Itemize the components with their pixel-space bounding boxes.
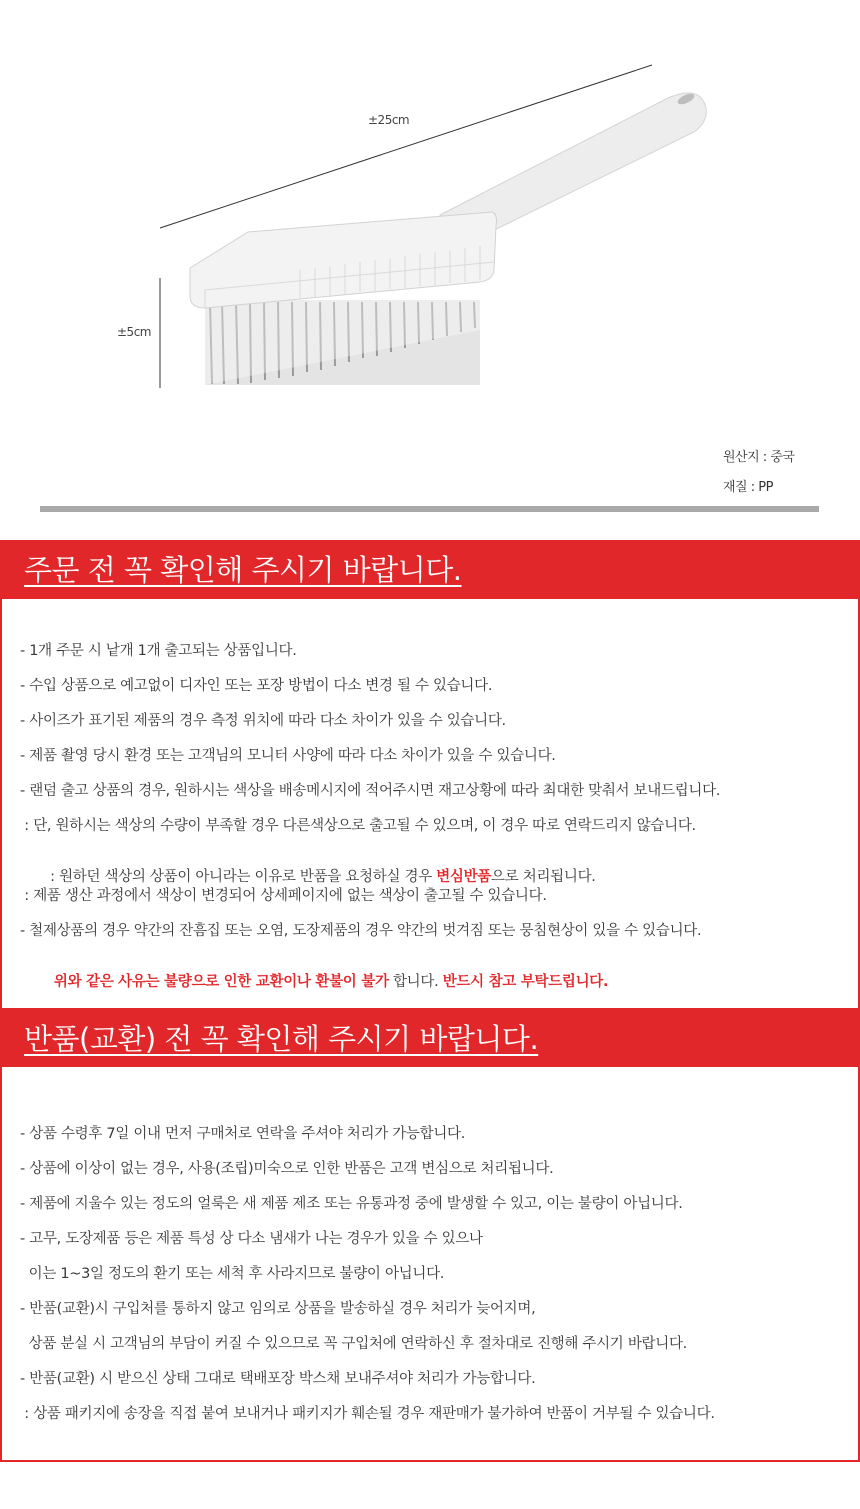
- list-item: : 상품 패키지에 송장을 직접 붙여 보내거나 패키지가 훼손될 경우 재판매가 불가하여 반품이 거부될 수 있습니다.: [20, 1406, 715, 1422]
- list-item: - 상품에 이상이 없는 경우, 사용(조립)미숙으로 인한 반품은 고객 변심으로 처리됩니다.: [20, 1161, 554, 1177]
- change-of-mind-return-text: 변심반품: [436, 869, 492, 885]
- list-item: - 철제상품의 경우 약간의 잔흠집 또는 오염, 도장제품의 경우 약간의 벗겨짐 또는 뭉침현상이 있을 수 있습니다.: [20, 923, 702, 939]
- brush-bristles: [205, 300, 480, 385]
- brush-head: [190, 212, 497, 308]
- list-item: - 수입 상품으로 예고없이 디자인 또는 포장 방법이 다소 변경 될 수 있습니다.: [20, 678, 493, 694]
- list-item: - 사이즈가 표기된 제품의 경우 측정 위치에 따라 다소 차이가 있을 수 있습니다.: [20, 713, 506, 729]
- order-notice-box: [0, 540, 860, 1010]
- list-item: 이는 1~3일 정도의 환기 또는 세척 후 사라지므로 불량이 아닙니다.: [20, 1266, 445, 1282]
- list-item: - 상품 수령후 7일 이내 먼저 구매처로 연락을 주셔야 처리가 가능합니다.: [20, 1126, 466, 1142]
- list-item: : 제품 생산 과정에서 색상이 변경되어 상세페이지에 없는 색상이 출고될 수 있습니다.: [20, 888, 547, 904]
- list-item: - 랜덤 출고 상품의 경우, 원하시는 색상을 배송메시지에 적어주시면 재고상황에 따라 최대한 맞춰서 보내드립니다.: [20, 783, 721, 799]
- list-item: - 반품(교환)시 구입처를 통하지 않고 임의로 상품을 발송하실 경우 처리가 늦어지며,: [20, 1301, 536, 1317]
- order-notice-header: [2, 542, 858, 599]
- section-divider: [40, 506, 819, 512]
- return-notice-header: [2, 1012, 858, 1067]
- length-label: ±25cm: [368, 113, 410, 127]
- product-image-area: [0, 0, 860, 520]
- order-notice-title: 주문 전 꼭 확인해 주시기 바랍니다.: [24, 553, 462, 587]
- no-refund-warning-text: 위와 같은 사유는 불량으로 인한 교환이나 환불이 불가: [53, 974, 389, 990]
- list-item: - 제품 촬영 당시 환경 또는 고객님의 모니터 사양에 따라 다소 차이가 있을 수 있습니다.: [20, 748, 556, 764]
- list-item: : 단, 원하시는 색상의 수량이 부족할 경우 다른색상으로 출고될 수 있으며, 이 경우 따로 연락드리지 않습니다.: [20, 818, 696, 834]
- material-text: 재질 : PP: [723, 480, 773, 495]
- list-item: [28, 954, 608, 1007]
- return-notice-title: 반품(교환) 전 꼭 확인해 주시기 바랍니다.: [24, 1022, 539, 1056]
- origin-text: 원산지 : 중국: [723, 450, 795, 465]
- list-item: - 1개 주문 시 낱개 1개 출고되는 상품입니다.: [20, 643, 297, 659]
- list-item-text: : 원하던 색상의 상품이 아니라는 이유로 반품을 요청하실 경우: [45, 869, 437, 885]
- please-note-text: 반드시 참고 부탁드립니다.: [442, 974, 609, 990]
- list-item-text: 합니다.: [388, 974, 443, 990]
- return-notice-box: [0, 1010, 860, 1462]
- brush-illustration: [0, 0, 860, 520]
- height-label: ±5cm: [117, 325, 151, 339]
- list-item-text: 으로 처리됩니다.: [491, 869, 596, 885]
- list-item: - 반품(교환) 시 받으신 상태 그대로 택배포장 박스채 보내주셔야 처리가 가능합니다.: [20, 1371, 536, 1387]
- list-item: - 고무, 도장제품 등은 제품 특성 상 다소 냄새가 나는 경우가 있을 수 있으나: [20, 1231, 483, 1247]
- list-item: - 제품에 지울수 있는 정도의 얼룩은 새 제품 제조 또는 유통과정 중에 발생할 수 있고, 이는 불량이 아닙니다.: [20, 1196, 683, 1212]
- list-item: 상품 분실 시 고객님의 부담이 커질 수 있으므로 꼭 구입처에 연락하신 후 절차대로 진행해 주시기 바랍니다.: [20, 1336, 687, 1352]
